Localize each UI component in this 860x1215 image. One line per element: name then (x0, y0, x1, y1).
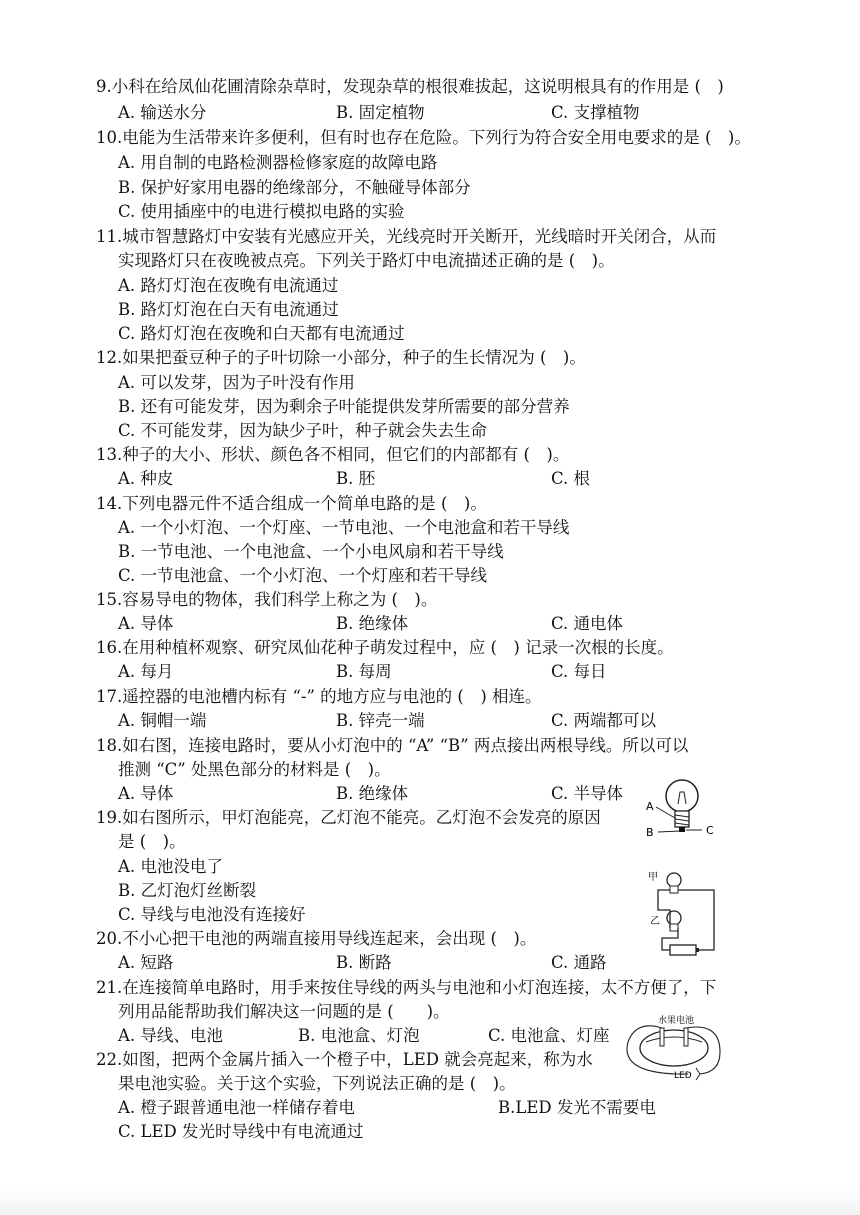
option-b: B. 还有可能发芽，因为剩余子叶能提供发芽所需要的部分营养 (118, 397, 570, 416)
question-number: 10. (96, 128, 123, 147)
option-c: C. 导线与电池没有连接好 (118, 905, 306, 924)
option-a: A. 短路 (118, 953, 174, 972)
option-b: B. 断路 (336, 953, 392, 972)
option-a: A. 导体 (118, 614, 174, 633)
question-text: 不小心把干电池的两端直接用导线连起来，会出现 ( )。 (122, 929, 537, 948)
question-15 (96, 588, 437, 612)
question-text: 在连接简单电路时，用手来按住导线的两头与电池和小灯泡连接，太不方便了，下 (122, 978, 717, 997)
option-a: A. 铜帽一端 (118, 711, 207, 730)
question-16 (96, 636, 674, 660)
question-number: 21. (96, 978, 123, 997)
question-11 (96, 225, 716, 249)
question-21 (96, 976, 716, 1000)
option-c: C. 通路 (551, 953, 607, 972)
label-led: LED (674, 1071, 692, 1081)
option-a: A. 种皮 (118, 469, 174, 488)
led-icon (696, 1068, 700, 1080)
metal-plate-icon (660, 1028, 664, 1046)
question-9 (96, 75, 724, 99)
option-a: A. 电池没电了 (118, 857, 223, 876)
fruit-battery-figure (616, 1012, 732, 1088)
question-21-line-2: 列用品能帮助我们解决这一问题的是 ( )。 (118, 1002, 450, 1021)
option-a: A. 橙子跟普通电池一样储存着电 (118, 1098, 355, 1117)
label-yi: 乙 (650, 916, 660, 927)
label-jia: 甲 (648, 872, 658, 883)
option-b: B. 一节电池、一个电池盒、一个小电风扇和若干导线 (118, 542, 504, 561)
question-number: 14. (96, 494, 123, 513)
question-22-line-2: 果电池实验。关于这个实验，下列说法正确的是 ( )。 (118, 1074, 516, 1093)
option-b: B. 电池盒、灯泡 (298, 1026, 420, 1045)
battery-icon (670, 945, 696, 955)
question-number: 19. (96, 808, 123, 827)
label-b: B (646, 826, 654, 839)
option-a: A. 路灯灯泡在夜晚有电流通过 (118, 276, 339, 295)
option-a: A. 导线、电池 (118, 1026, 223, 1045)
question-text: 如图，把两个金属片插入一个橙子中，LED 就会亮起来，称为水 (122, 1050, 593, 1069)
option-a: A. 输送水分 (118, 103, 207, 122)
option-c: C. 根 (551, 469, 591, 488)
question-19-line-2: 是 ( )。 (118, 832, 186, 851)
metal-plate-icon (684, 1028, 688, 1046)
question-text: 种子的大小、形状、颜色各不相同，但它们的内部都有 ( )。 (122, 445, 570, 464)
option-c: C. 使用插座中的电进行模拟电路的实验 (118, 202, 405, 221)
option-c: C. 通电体 (551, 614, 624, 633)
option-a: A. 每月 (118, 662, 174, 681)
option-c: C. 不可能发芽，因为缺少子叶，种子就会失去生命 (118, 421, 488, 440)
option-c: C. 一节电池盒、一个小灯泡、一个灯座和若干导线 (118, 566, 488, 585)
option-a: A. 一个小灯泡、一个灯座、一节电池、一个电池盒和若干导线 (118, 518, 570, 537)
option-b: B. 固定植物 (336, 103, 425, 122)
option-b: B. 胚 (336, 469, 376, 488)
option-a: A. 导体 (118, 784, 174, 803)
question-22 (96, 1048, 593, 1072)
question-text: 容易导电的物体，我们科学上称之为 ( )。 (122, 590, 438, 609)
question-14 (96, 492, 487, 516)
question-text: 城市智慧路灯中安装有光感应开关，光线亮时开关断开，光线暗时开关闭合，从而 (122, 227, 717, 246)
question-number: 18. (96, 736, 123, 755)
option-c: C. 支撑植物 (551, 103, 640, 122)
option-b: B. 绝缘体 (336, 784, 409, 803)
option-c: C. 半导体 (551, 784, 624, 803)
question-text: 下列电器元件不适合组成一个简单电路的是 ( )。 (122, 494, 487, 513)
question-18 (96, 734, 688, 758)
question-number: 12. (96, 348, 123, 367)
question-number: 9. (96, 77, 112, 96)
question-text: 如果把蚕豆种子的子叶切除一小部分，种子的生长情况为 ( )。 (122, 348, 586, 367)
option-b: B. 保护好家用电器的绝缘部分，不触碰导体部分 (118, 178, 471, 197)
filament-icon (678, 792, 686, 804)
option-c: C. 电池盒、灯座 (488, 1026, 610, 1045)
bulb-figure (644, 774, 724, 844)
question-number: 20. (96, 929, 123, 948)
question-11-line-2: 实现路灯只在夜晚被点亮。下列关于路灯中电流描述正确的是 ( )。 (118, 251, 615, 270)
question-text: 如右图，连接电路时，要从小灯泡中的 “A” “B” 两点接出两根导线。所以可以 (122, 736, 689, 755)
question-text: 遥控器的电池槽内标有 “-” 的地方应与电池的 ( ) 相连。 (122, 687, 542, 706)
option-c: C. LED 发光时导线中有电流通过 (118, 1122, 364, 1141)
question-10 (96, 126, 751, 150)
question-17 (96, 685, 542, 709)
option-b: B. 路灯灯泡在白天有电流通过 (118, 300, 339, 319)
bulb-yi-icon (667, 911, 681, 925)
question-text: 如右图所示，甲灯泡能亮，乙灯泡不能亮。乙灯泡不会发亮的原因 (122, 808, 601, 827)
option-b: B. 乙灯泡灯丝断裂 (118, 881, 257, 900)
page-bottom-edge (0, 1186, 860, 1215)
orange-icon (640, 1030, 708, 1066)
circuit-figure (644, 866, 724, 966)
bulb-glass-icon (666, 780, 698, 812)
question-13 (96, 443, 569, 467)
question-text: 小科在给凤仙花圃清除杂草时，发现杂草的根很难拔起，这说明根具有的作用是 ( ) (111, 77, 724, 96)
option-b: B. 锌壳一端 (336, 711, 425, 730)
bulb-jia-icon (667, 873, 681, 887)
option-b: B. 绝缘体 (336, 614, 409, 633)
label-fruit-battery: 水果电池 (658, 1016, 695, 1026)
option-a: A. 可以发芽，因为子叶没有作用 (118, 373, 355, 392)
label-c: C (706, 824, 714, 837)
option-c: C. 两端都可以 (551, 711, 657, 730)
question-number: 15. (96, 590, 123, 609)
option-c: C. 路灯灯泡在夜晚和白天都有电流通过 (118, 324, 405, 343)
question-18-line-2: 推测 “C” 处黑色部分的材料是 ( )。 (118, 760, 391, 779)
question-text: 电能为生活带来许多便利，但有时也存在危险。下列行为符合安全用电要求的是 ( )。 (122, 128, 751, 147)
label-a: A (646, 800, 654, 813)
question-20 (96, 927, 536, 951)
question-number: 22. (96, 1050, 123, 1069)
option-b: B.LED 发光不需要电 (498, 1098, 656, 1117)
option-c: C. 每日 (551, 662, 607, 681)
question-number: 11. (96, 227, 123, 246)
question-text: 在用种植杯观察、研究凤仙花种子萌发过程中，应 ( ) 记录一次根的长度。 (122, 638, 674, 657)
question-number: 16. (96, 638, 123, 657)
option-a: A. 用自制的电路检测器检修家庭的故障电路 (118, 153, 438, 172)
question-number: 17. (96, 687, 123, 706)
question-19 (96, 806, 601, 830)
question-number: 13. (96, 445, 123, 464)
question-12 (96, 346, 586, 370)
option-b: B. 每周 (336, 662, 392, 681)
